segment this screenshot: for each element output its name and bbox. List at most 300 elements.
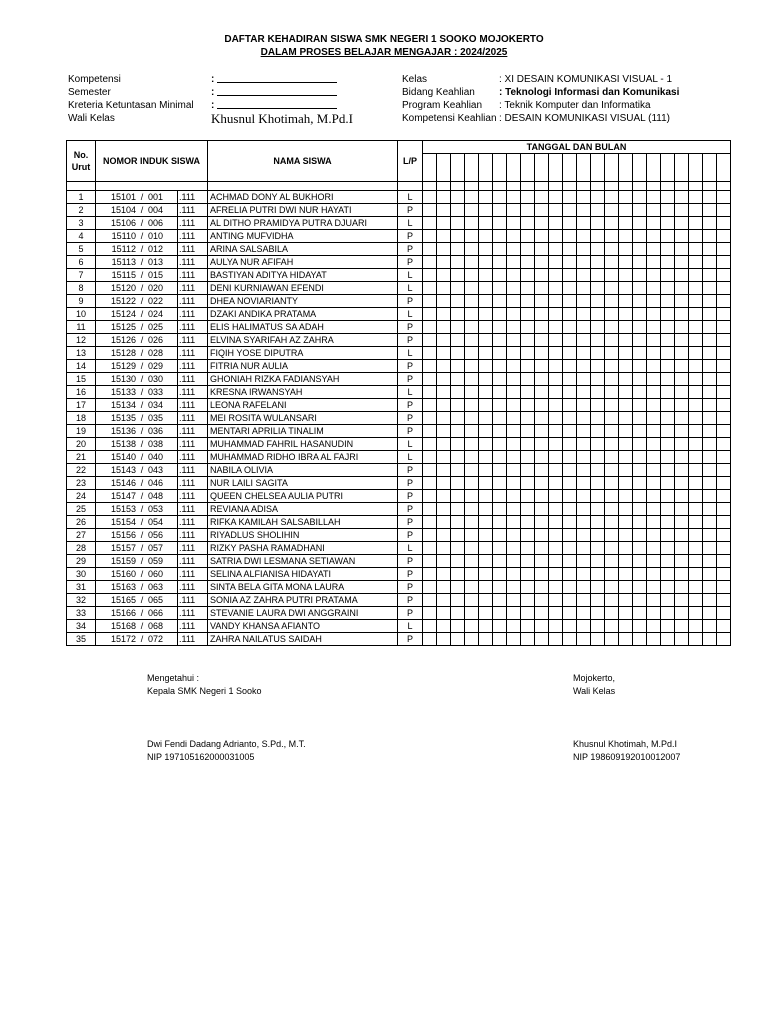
attendance-cell[interactable] <box>619 607 633 620</box>
attendance-cell[interactable] <box>605 490 619 503</box>
attendance-cell[interactable] <box>605 425 619 438</box>
attendance-cell[interactable] <box>703 529 717 542</box>
attendance-cell[interactable] <box>647 282 661 295</box>
attendance-cell[interactable] <box>633 243 647 256</box>
attendance-cell[interactable] <box>437 503 451 516</box>
attendance-cell[interactable] <box>577 594 591 607</box>
attendance-cell[interactable] <box>549 386 563 399</box>
attendance-cell[interactable] <box>675 425 689 438</box>
attendance-cell[interactable] <box>437 217 451 230</box>
attendance-cell[interactable] <box>535 295 549 308</box>
attendance-cell[interactable] <box>675 334 689 347</box>
attendance-cell[interactable] <box>437 295 451 308</box>
attendance-cell[interactable] <box>493 425 507 438</box>
attendance-cell[interactable] <box>493 360 507 373</box>
attendance-cell[interactable] <box>549 360 563 373</box>
attendance-cell[interactable] <box>423 555 437 568</box>
attendance-cell[interactable] <box>465 633 479 646</box>
attendance-cell[interactable] <box>619 412 633 425</box>
attendance-cell[interactable] <box>619 451 633 464</box>
attendance-cell[interactable] <box>661 555 675 568</box>
attendance-cell[interactable] <box>633 503 647 516</box>
attendance-cell[interactable] <box>661 282 675 295</box>
attendance-cell[interactable] <box>633 412 647 425</box>
attendance-cell[interactable] <box>479 490 493 503</box>
attendance-cell[interactable] <box>563 581 577 594</box>
attendance-cell[interactable] <box>437 594 451 607</box>
attendance-cell[interactable] <box>703 282 717 295</box>
attendance-cell[interactable] <box>479 191 493 204</box>
attendance-cell[interactable] <box>479 321 493 334</box>
attendance-cell[interactable] <box>661 607 675 620</box>
attendance-cell[interactable] <box>521 451 535 464</box>
attendance-cell[interactable] <box>675 256 689 269</box>
attendance-cell[interactable] <box>535 399 549 412</box>
attendance-cell[interactable] <box>591 620 605 633</box>
attendance-cell[interactable] <box>591 191 605 204</box>
attendance-cell[interactable] <box>591 269 605 282</box>
attendance-cell[interactable] <box>479 542 493 555</box>
attendance-cell[interactable] <box>661 243 675 256</box>
attendance-cell[interactable] <box>675 373 689 386</box>
attendance-cell[interactable] <box>535 191 549 204</box>
attendance-cell[interactable] <box>703 373 717 386</box>
attendance-cell[interactable] <box>437 360 451 373</box>
attendance-cell[interactable] <box>591 451 605 464</box>
attendance-cell[interactable] <box>619 542 633 555</box>
attendance-cell[interactable] <box>717 347 731 360</box>
attendance-cell[interactable] <box>479 503 493 516</box>
attendance-cell[interactable] <box>479 529 493 542</box>
attendance-cell[interactable] <box>521 204 535 217</box>
attendance-cell[interactable] <box>675 295 689 308</box>
attendance-cell[interactable] <box>507 425 521 438</box>
attendance-cell[interactable] <box>591 360 605 373</box>
attendance-cell[interactable] <box>605 204 619 217</box>
attendance-cell[interactable] <box>577 568 591 581</box>
attendance-cell[interactable] <box>647 568 661 581</box>
attendance-cell[interactable] <box>479 373 493 386</box>
attendance-cell[interactable] <box>451 282 465 295</box>
attendance-cell[interactable] <box>703 217 717 230</box>
attendance-cell[interactable] <box>451 191 465 204</box>
attendance-cell[interactable] <box>675 542 689 555</box>
attendance-cell[interactable] <box>647 373 661 386</box>
attendance-cell[interactable] <box>521 490 535 503</box>
attendance-cell[interactable] <box>479 594 493 607</box>
attendance-cell[interactable] <box>591 542 605 555</box>
attendance-cell[interactable] <box>493 503 507 516</box>
attendance-cell[interactable] <box>633 607 647 620</box>
attendance-cell[interactable] <box>479 243 493 256</box>
attendance-cell[interactable] <box>535 477 549 490</box>
attendance-cell[interactable] <box>619 620 633 633</box>
attendance-cell[interactable] <box>633 373 647 386</box>
attendance-cell[interactable] <box>465 230 479 243</box>
attendance-cell[interactable] <box>661 191 675 204</box>
attendance-cell[interactable] <box>521 347 535 360</box>
attendance-cell[interactable] <box>703 477 717 490</box>
attendance-cell[interactable] <box>451 412 465 425</box>
attendance-cell[interactable] <box>703 191 717 204</box>
attendance-cell[interactable] <box>689 282 703 295</box>
attendance-cell[interactable] <box>563 451 577 464</box>
attendance-cell[interactable] <box>563 438 577 451</box>
attendance-cell[interactable] <box>689 477 703 490</box>
attendance-cell[interactable] <box>535 438 549 451</box>
attendance-cell[interactable] <box>619 191 633 204</box>
attendance-cell[interactable] <box>507 243 521 256</box>
attendance-cell[interactable] <box>493 607 507 620</box>
attendance-cell[interactable] <box>703 347 717 360</box>
attendance-cell[interactable] <box>633 451 647 464</box>
attendance-cell[interactable] <box>717 542 731 555</box>
attendance-cell[interactable] <box>675 204 689 217</box>
attendance-cell[interactable] <box>465 243 479 256</box>
attendance-cell[interactable] <box>479 438 493 451</box>
attendance-cell[interactable] <box>703 425 717 438</box>
attendance-cell[interactable] <box>563 542 577 555</box>
attendance-cell[interactable] <box>633 581 647 594</box>
attendance-cell[interactable] <box>689 594 703 607</box>
attendance-cell[interactable] <box>675 399 689 412</box>
attendance-cell[interactable] <box>563 295 577 308</box>
attendance-cell[interactable] <box>549 282 563 295</box>
attendance-cell[interactable] <box>507 295 521 308</box>
attendance-cell[interactable] <box>437 633 451 646</box>
attendance-cell[interactable] <box>451 308 465 321</box>
attendance-cell[interactable] <box>717 373 731 386</box>
attendance-cell[interactable] <box>619 282 633 295</box>
attendance-cell[interactable] <box>619 243 633 256</box>
attendance-cell[interactable] <box>577 503 591 516</box>
attendance-cell[interactable] <box>521 633 535 646</box>
attendance-cell[interactable] <box>577 243 591 256</box>
attendance-cell[interactable] <box>633 555 647 568</box>
attendance-cell[interactable] <box>507 451 521 464</box>
attendance-cell[interactable] <box>689 568 703 581</box>
attendance-cell[interactable] <box>535 464 549 477</box>
attendance-cell[interactable] <box>661 412 675 425</box>
attendance-cell[interactable] <box>437 256 451 269</box>
attendance-cell[interactable] <box>507 308 521 321</box>
attendance-cell[interactable] <box>647 620 661 633</box>
attendance-cell[interactable] <box>507 386 521 399</box>
attendance-cell[interactable] <box>563 425 577 438</box>
attendance-cell[interactable] <box>423 243 437 256</box>
attendance-cell[interactable] <box>521 386 535 399</box>
attendance-cell[interactable] <box>479 607 493 620</box>
attendance-cell[interactable] <box>479 347 493 360</box>
attendance-cell[interactable] <box>451 360 465 373</box>
attendance-cell[interactable] <box>465 555 479 568</box>
attendance-cell[interactable] <box>703 295 717 308</box>
attendance-cell[interactable] <box>479 295 493 308</box>
attendance-cell[interactable] <box>549 399 563 412</box>
attendance-cell[interactable] <box>437 555 451 568</box>
attendance-cell[interactable] <box>521 321 535 334</box>
attendance-cell[interactable] <box>549 347 563 360</box>
attendance-cell[interactable] <box>605 503 619 516</box>
attendance-cell[interactable] <box>661 464 675 477</box>
attendance-cell[interactable] <box>479 516 493 529</box>
attendance-cell[interactable] <box>507 217 521 230</box>
attendance-cell[interactable] <box>479 581 493 594</box>
attendance-cell[interactable] <box>717 464 731 477</box>
attendance-cell[interactable] <box>619 360 633 373</box>
attendance-cell[interactable] <box>549 191 563 204</box>
attendance-cell[interactable] <box>521 191 535 204</box>
attendance-cell[interactable] <box>619 503 633 516</box>
attendance-cell[interactable] <box>507 360 521 373</box>
attendance-cell[interactable] <box>437 568 451 581</box>
attendance-cell[interactable] <box>479 204 493 217</box>
attendance-cell[interactable] <box>661 516 675 529</box>
attendance-cell[interactable] <box>619 204 633 217</box>
attendance-cell[interactable] <box>633 230 647 243</box>
attendance-cell[interactable] <box>549 581 563 594</box>
attendance-cell[interactable] <box>479 412 493 425</box>
attendance-cell[interactable] <box>507 581 521 594</box>
attendance-cell[interactable] <box>591 581 605 594</box>
attendance-cell[interactable] <box>717 386 731 399</box>
attendance-cell[interactable] <box>563 217 577 230</box>
attendance-cell[interactable] <box>703 620 717 633</box>
attendance-cell[interactable] <box>507 269 521 282</box>
attendance-cell[interactable] <box>423 217 437 230</box>
attendance-cell[interactable] <box>703 243 717 256</box>
attendance-cell[interactable] <box>563 243 577 256</box>
attendance-cell[interactable] <box>451 386 465 399</box>
attendance-cell[interactable] <box>521 230 535 243</box>
attendance-cell[interactable] <box>633 347 647 360</box>
attendance-cell[interactable] <box>591 529 605 542</box>
attendance-cell[interactable] <box>549 633 563 646</box>
attendance-cell[interactable] <box>465 529 479 542</box>
attendance-cell[interactable] <box>521 425 535 438</box>
attendance-cell[interactable] <box>633 295 647 308</box>
attendance-cell[interactable] <box>689 334 703 347</box>
attendance-cell[interactable] <box>633 269 647 282</box>
attendance-cell[interactable] <box>423 191 437 204</box>
attendance-cell[interactable] <box>423 438 437 451</box>
attendance-cell[interactable] <box>703 269 717 282</box>
attendance-cell[interactable] <box>633 386 647 399</box>
attendance-cell[interactable] <box>465 516 479 529</box>
attendance-cell[interactable] <box>717 451 731 464</box>
attendance-cell[interactable] <box>451 490 465 503</box>
attendance-cell[interactable] <box>549 477 563 490</box>
attendance-cell[interactable] <box>493 217 507 230</box>
attendance-cell[interactable] <box>521 360 535 373</box>
attendance-cell[interactable] <box>619 308 633 321</box>
attendance-cell[interactable] <box>423 308 437 321</box>
attendance-cell[interactable] <box>521 542 535 555</box>
attendance-cell[interactable] <box>493 386 507 399</box>
attendance-cell[interactable] <box>423 412 437 425</box>
attendance-cell[interactable] <box>591 204 605 217</box>
attendance-cell[interactable] <box>507 620 521 633</box>
attendance-cell[interactable] <box>535 451 549 464</box>
attendance-cell[interactable] <box>591 607 605 620</box>
attendance-cell[interactable] <box>493 594 507 607</box>
attendance-cell[interactable] <box>535 412 549 425</box>
attendance-cell[interactable] <box>689 243 703 256</box>
attendance-cell[interactable] <box>563 230 577 243</box>
attendance-cell[interactable] <box>563 386 577 399</box>
attendance-cell[interactable] <box>661 347 675 360</box>
attendance-cell[interactable] <box>577 308 591 321</box>
attendance-cell[interactable] <box>563 191 577 204</box>
attendance-cell[interactable] <box>577 282 591 295</box>
attendance-cell[interactable] <box>423 334 437 347</box>
attendance-cell[interactable] <box>717 516 731 529</box>
attendance-cell[interactable] <box>675 633 689 646</box>
attendance-cell[interactable] <box>479 230 493 243</box>
attendance-cell[interactable] <box>535 321 549 334</box>
attendance-cell[interactable] <box>591 230 605 243</box>
attendance-cell[interactable] <box>675 490 689 503</box>
attendance-cell[interactable] <box>717 477 731 490</box>
attendance-cell[interactable] <box>493 412 507 425</box>
attendance-cell[interactable] <box>717 438 731 451</box>
attendance-cell[interactable] <box>619 256 633 269</box>
attendance-cell[interactable] <box>689 412 703 425</box>
attendance-cell[interactable] <box>465 607 479 620</box>
attendance-cell[interactable] <box>423 321 437 334</box>
attendance-cell[interactable] <box>605 243 619 256</box>
attendance-cell[interactable] <box>451 620 465 633</box>
attendance-cell[interactable] <box>689 256 703 269</box>
attendance-cell[interactable] <box>535 555 549 568</box>
attendance-cell[interactable] <box>605 347 619 360</box>
attendance-cell[interactable] <box>549 217 563 230</box>
attendance-cell[interactable] <box>717 607 731 620</box>
attendance-cell[interactable] <box>507 191 521 204</box>
attendance-cell[interactable] <box>493 633 507 646</box>
attendance-cell[interactable] <box>535 217 549 230</box>
attendance-cell[interactable] <box>661 425 675 438</box>
attendance-cell[interactable] <box>675 464 689 477</box>
attendance-cell[interactable] <box>507 464 521 477</box>
attendance-cell[interactable] <box>703 581 717 594</box>
attendance-cell[interactable] <box>717 633 731 646</box>
attendance-cell[interactable] <box>605 555 619 568</box>
attendance-cell[interactable] <box>493 542 507 555</box>
attendance-cell[interactable] <box>619 594 633 607</box>
attendance-cell[interactable] <box>605 295 619 308</box>
attendance-cell[interactable] <box>535 334 549 347</box>
attendance-cell[interactable] <box>451 425 465 438</box>
attendance-cell[interactable] <box>493 334 507 347</box>
attendance-cell[interactable] <box>493 256 507 269</box>
attendance-cell[interactable] <box>577 555 591 568</box>
attendance-cell[interactable] <box>703 451 717 464</box>
attendance-cell[interactable] <box>647 581 661 594</box>
attendance-cell[interactable] <box>423 633 437 646</box>
attendance-cell[interactable] <box>549 230 563 243</box>
attendance-cell[interactable] <box>619 555 633 568</box>
attendance-cell[interactable] <box>493 230 507 243</box>
attendance-cell[interactable] <box>451 516 465 529</box>
attendance-cell[interactable] <box>563 490 577 503</box>
attendance-cell[interactable] <box>521 217 535 230</box>
attendance-cell[interactable] <box>577 425 591 438</box>
attendance-cell[interactable] <box>493 568 507 581</box>
attendance-cell[interactable] <box>451 295 465 308</box>
attendance-cell[interactable] <box>549 568 563 581</box>
attendance-cell[interactable] <box>563 594 577 607</box>
attendance-cell[interactable] <box>521 373 535 386</box>
attendance-cell[interactable] <box>577 438 591 451</box>
attendance-cell[interactable] <box>507 334 521 347</box>
attendance-cell[interactable] <box>633 568 647 581</box>
attendance-cell[interactable] <box>549 204 563 217</box>
attendance-cell[interactable] <box>647 295 661 308</box>
attendance-cell[interactable] <box>549 321 563 334</box>
attendance-cell[interactable] <box>661 386 675 399</box>
attendance-cell[interactable] <box>465 477 479 490</box>
attendance-cell[interactable] <box>661 490 675 503</box>
attendance-cell[interactable] <box>689 360 703 373</box>
attendance-cell[interactable] <box>703 594 717 607</box>
attendance-cell[interactable] <box>563 412 577 425</box>
attendance-cell[interactable] <box>717 594 731 607</box>
attendance-cell[interactable] <box>563 516 577 529</box>
attendance-cell[interactable] <box>647 438 661 451</box>
attendance-cell[interactable] <box>619 438 633 451</box>
attendance-cell[interactable] <box>437 321 451 334</box>
attendance-cell[interactable] <box>661 308 675 321</box>
attendance-cell[interactable] <box>717 204 731 217</box>
attendance-cell[interactable] <box>479 386 493 399</box>
attendance-cell[interactable] <box>647 542 661 555</box>
attendance-cell[interactable] <box>437 230 451 243</box>
attendance-cell[interactable] <box>689 399 703 412</box>
attendance-cell[interactable] <box>661 230 675 243</box>
attendance-cell[interactable] <box>605 282 619 295</box>
attendance-cell[interactable] <box>535 529 549 542</box>
attendance-cell[interactable] <box>451 451 465 464</box>
attendance-cell[interactable] <box>633 594 647 607</box>
attendance-cell[interactable] <box>647 490 661 503</box>
attendance-cell[interactable] <box>633 360 647 373</box>
attendance-cell[interactable] <box>423 607 437 620</box>
attendance-cell[interactable] <box>703 412 717 425</box>
attendance-cell[interactable] <box>535 308 549 321</box>
attendance-cell[interactable] <box>619 464 633 477</box>
attendance-cell[interactable] <box>577 334 591 347</box>
attendance-cell[interactable] <box>647 477 661 490</box>
attendance-cell[interactable] <box>563 503 577 516</box>
attendance-cell[interactable] <box>689 347 703 360</box>
attendance-cell[interactable] <box>661 451 675 464</box>
attendance-cell[interactable] <box>675 412 689 425</box>
attendance-cell[interactable] <box>717 282 731 295</box>
attendance-cell[interactable] <box>591 321 605 334</box>
attendance-cell[interactable] <box>717 581 731 594</box>
attendance-cell[interactable] <box>619 373 633 386</box>
attendance-cell[interactable] <box>465 295 479 308</box>
attendance-cell[interactable] <box>605 594 619 607</box>
attendance-cell[interactable] <box>549 516 563 529</box>
attendance-cell[interactable] <box>507 256 521 269</box>
attendance-cell[interactable] <box>493 581 507 594</box>
attendance-cell[interactable] <box>549 555 563 568</box>
attendance-cell[interactable] <box>465 191 479 204</box>
attendance-cell[interactable] <box>689 633 703 646</box>
attendance-cell[interactable] <box>535 633 549 646</box>
